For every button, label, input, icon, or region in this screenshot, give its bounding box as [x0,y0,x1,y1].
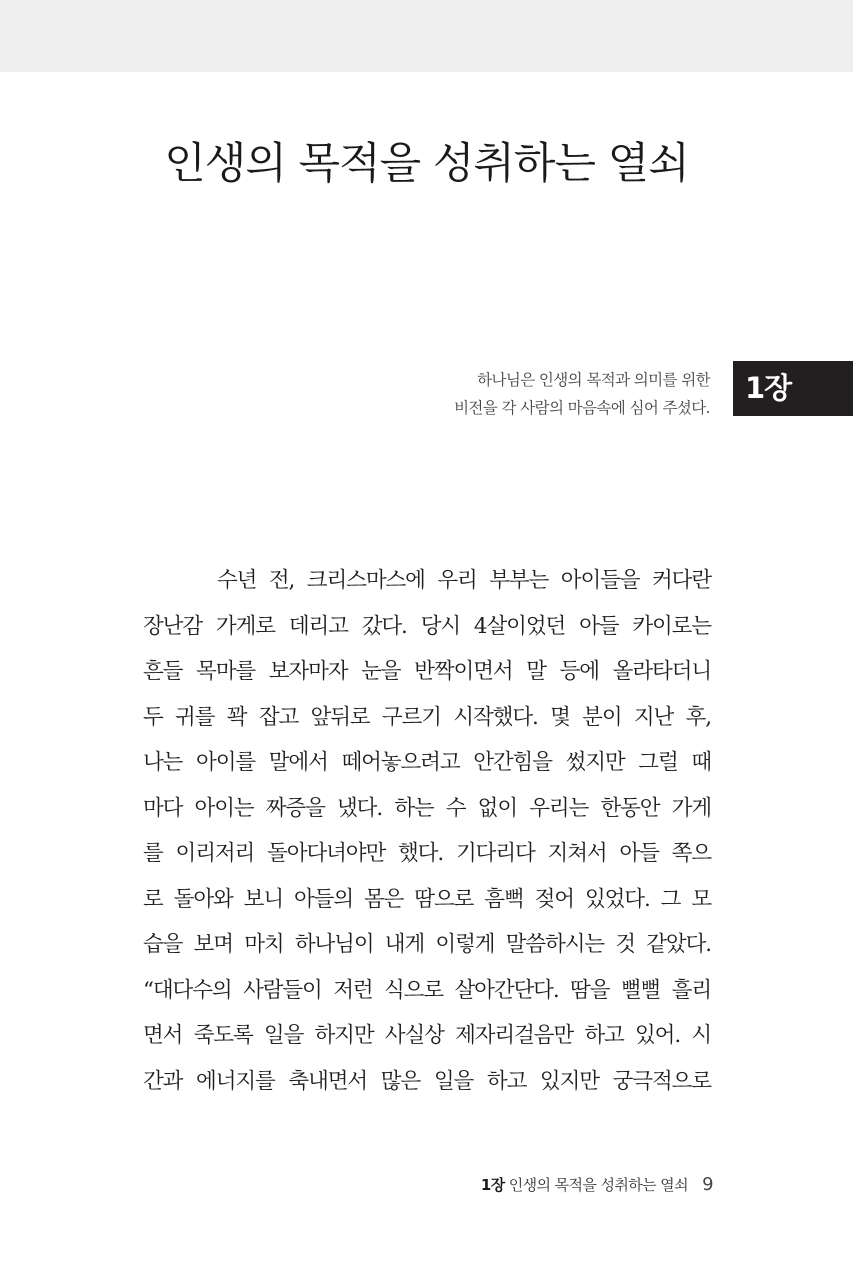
chapter-tab: 1장 [733,361,853,416]
epigraph-line-1: 하나님은 인생의 목적과 의미를 위한 [477,371,710,389]
top-margin-band [0,0,853,72]
body-line: 두 귀를 꽉 잡고 앞뒤로 구르기 시작했다. 몇 분이 지난 후, [143,704,711,730]
footer-chapter-title: 인생의 목적을 성취하는 열쇠 [508,1176,688,1194]
body-line: 간과 에너지를 축내면서 많은 일을 하고 있지만 궁극적으로 [143,1068,711,1094]
body-line: 나는 아이를 말에서 떼어놓으려고 안간힘을 썼지만 그럴 때 [143,750,711,775]
body-line: 수년 전, 크리스마스에 우리 부부는 아이들을 커다란 [217,568,711,593]
body-line: 를 이리저리 돌아다녀야만 했다. 기다리다 지쳐서 아들 쪽으 [143,841,711,866]
footer-chapter-label: 1장 [480,1176,505,1194]
body-line: 흔들 목마를 보자마자 눈을 반짝이면서 말 등에 올라타더니 [143,659,711,684]
epigraph-line-2: 비전을 각 사람의 마음속에 심어 주셨다. [454,399,710,417]
running-footer [481,1170,713,1200]
body-line: 습을 보며 마치 하나님이 내게 이렇게 말씀하시는 것 같았다. [143,932,711,957]
body-line: 로 돌아와 보니 아들의 몸은 땀으로 흠뻑 젖어 있었다. 그 모 [143,886,711,912]
body-text [143,558,711,1104]
page-number: 9 [702,1174,713,1195]
body-line: 마다 아이는 짜증을 냈다. 하는 수 없이 우리는 한동안 가게 [143,795,711,821]
chapter-epigraph [290,366,710,422]
body-line: 면서 죽도록 일을 하지만 사실상 제자리걸음만 하고 있어. 시 [143,1023,711,1048]
body-line: 장난감 가게로 데리고 갔다. 당시 4살이었던 아들 카이로는 [143,613,711,639]
body-line: “대다수의 사람들이 저런 식으로 살아간단다. 땀을 뻘뻘 흘리 [143,977,711,1003]
chapter-title: 인생의 목적을 성취하는 열쇠 [164,139,689,189]
